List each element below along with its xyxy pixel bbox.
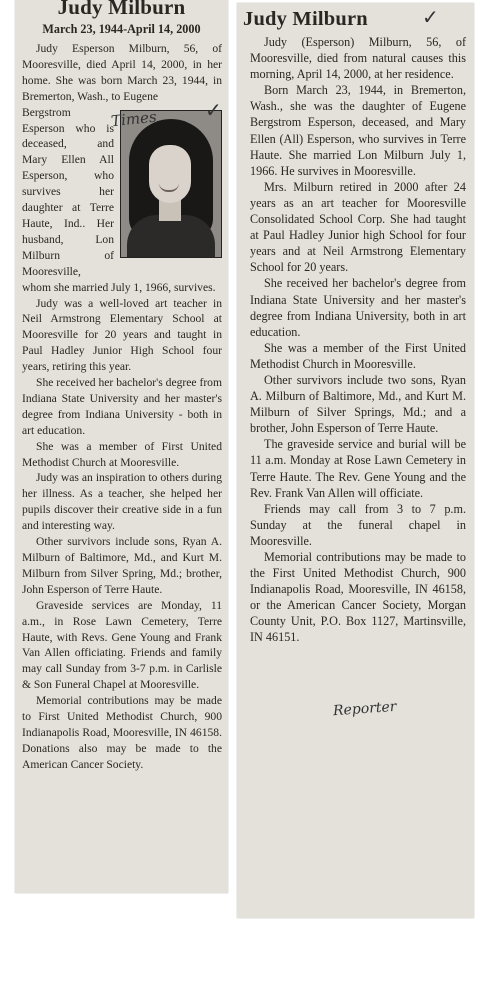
paragraph: She was a member of First United Methodist Church at Mooresville.	[22, 439, 222, 469]
paragraph: Friends may call from 3 to 7 p.m. Sunday at the funeral chapel in Mooresville.	[250, 501, 466, 548]
handwritten-note: Reporter	[332, 698, 397, 720]
paragraph: Memorial contributions may be made to the First United Methodist Church, 900 Indianapolis Road, Mooresville, IN 46158, or the American Cancer Society, Morgan County Unit, P.O. Box 1127, Martinsville, IN 46151.	[250, 550, 466, 645]
headline: Judy Milburn	[243, 8, 368, 30]
headline: Judy Milburn	[57, 0, 186, 19]
paragraph: Judy was a well-loved art teacher in Neil Armstrong Elementary School at Mooresville for 20 years and taught in Paul Hadley Junior High School four years, retiring this year.	[22, 296, 222, 374]
check-mark-icon: ✓	[205, 98, 222, 122]
check-mark-icon: ✓	[422, 5, 439, 29]
article-body	[237, 34, 474, 646]
handwritten-note: Times	[110, 107, 158, 131]
obituary-clipping-times	[15, 0, 228, 893]
portrait-photo	[120, 110, 222, 258]
paragraph: She was a member of the First United Methodist Church in Mooresville.	[250, 340, 466, 371]
paragraph: She received her bachelor's degree from Indiana State University and her master's degree from Indiana University - both in art education.	[22, 376, 222, 437]
paragraph-wrap: Bergstrom Esperson who is deceased, and Mary Ellen All Esperson, who survives her daughter at Terre Haute, Ind.. Her husband, Lon Milburn of Mooresville,	[22, 105, 114, 278]
paragraph: The graveside service and burial will be 11 a.m. Monday at Rose Lawn Cemetery in Terre Haute. The Rev. Gene Young and the Rev. Frank Van Allen will officiate.	[250, 437, 466, 500]
paragraph: Other survivors include sons, Ryan A. Milburn of Baltimore, Md., and Kurt M. Milburn from Silver Spring, Md.; brother, John Esperson of Terre Haute.	[22, 535, 222, 596]
paragraph: Mrs. Milburn retired in 2000 after 24 years as an art teacher for Mooresville Consolidated School Corp. She had taught at Paul Hadley Junior high School for four years and at Neil Armstrong Elementary School for 20 years.	[250, 179, 466, 275]
paragraph: She received her bachelor's degree from Indiana State University and her master's degree from Indiana University, both in art education.	[250, 276, 466, 339]
paragraph: Judy (Esperson) Milburn, 56, of Mooresville, died from natural causes this morning, April 14, 2000, at her residence.	[250, 35, 466, 82]
paragraph: Judy Esperson Milburn, 56, of Mooresville, died April 14, 2000, in her home. She was born March 23, 1944, in Bremerton, Wash., to Eugene	[22, 42, 222, 103]
paragraph: Judy was an inspiration to others during her illness. As a teacher, she helped her pupils discover their creative side in a fun and interesting way.	[22, 471, 222, 533]
paragraph: Graveside services are Monday, 11 a.m., in Rose Lawn Cemetery, Terre Haute, with Revs. Gene Young and Frank Van Allen officiating. Friends and family may call Sunday from 3-7 p.m. in Carlisle & Son Funeral Chapel at Mooresville.	[22, 598, 222, 692]
paragraph: Other survivors include two sons, Ryan A. Milburn of Baltimore, Md., and Kurt M. Milburn of Silver Springs, Md.; and a brother, John Esperson of Terre Haute.	[250, 372, 466, 436]
dates-line: March 23, 1944-April 14, 2000	[42, 22, 201, 36]
paragraph: Born March 23, 1944, in Bremerton, Wash., she was the daughter of Eugene Bergstrom Esperson, deceased, and Mary Ellen (All) Esperson, who survives in Terre Haute. She married Lon Milburn July 1, 1966. He survives in Mooresville.	[250, 83, 466, 178]
paragraph: Memorial contributions may be made to First United Methodist Church, 900 Indianapolis Road, Mooresville, IN 46158. Donations also may be made to the American Cancer Society.	[22, 694, 222, 771]
obituary-clipping-reporter	[237, 3, 474, 918]
article-body	[15, 41, 228, 773]
paragraph: whom she married July 1, 1966, survives.	[22, 280, 216, 294]
